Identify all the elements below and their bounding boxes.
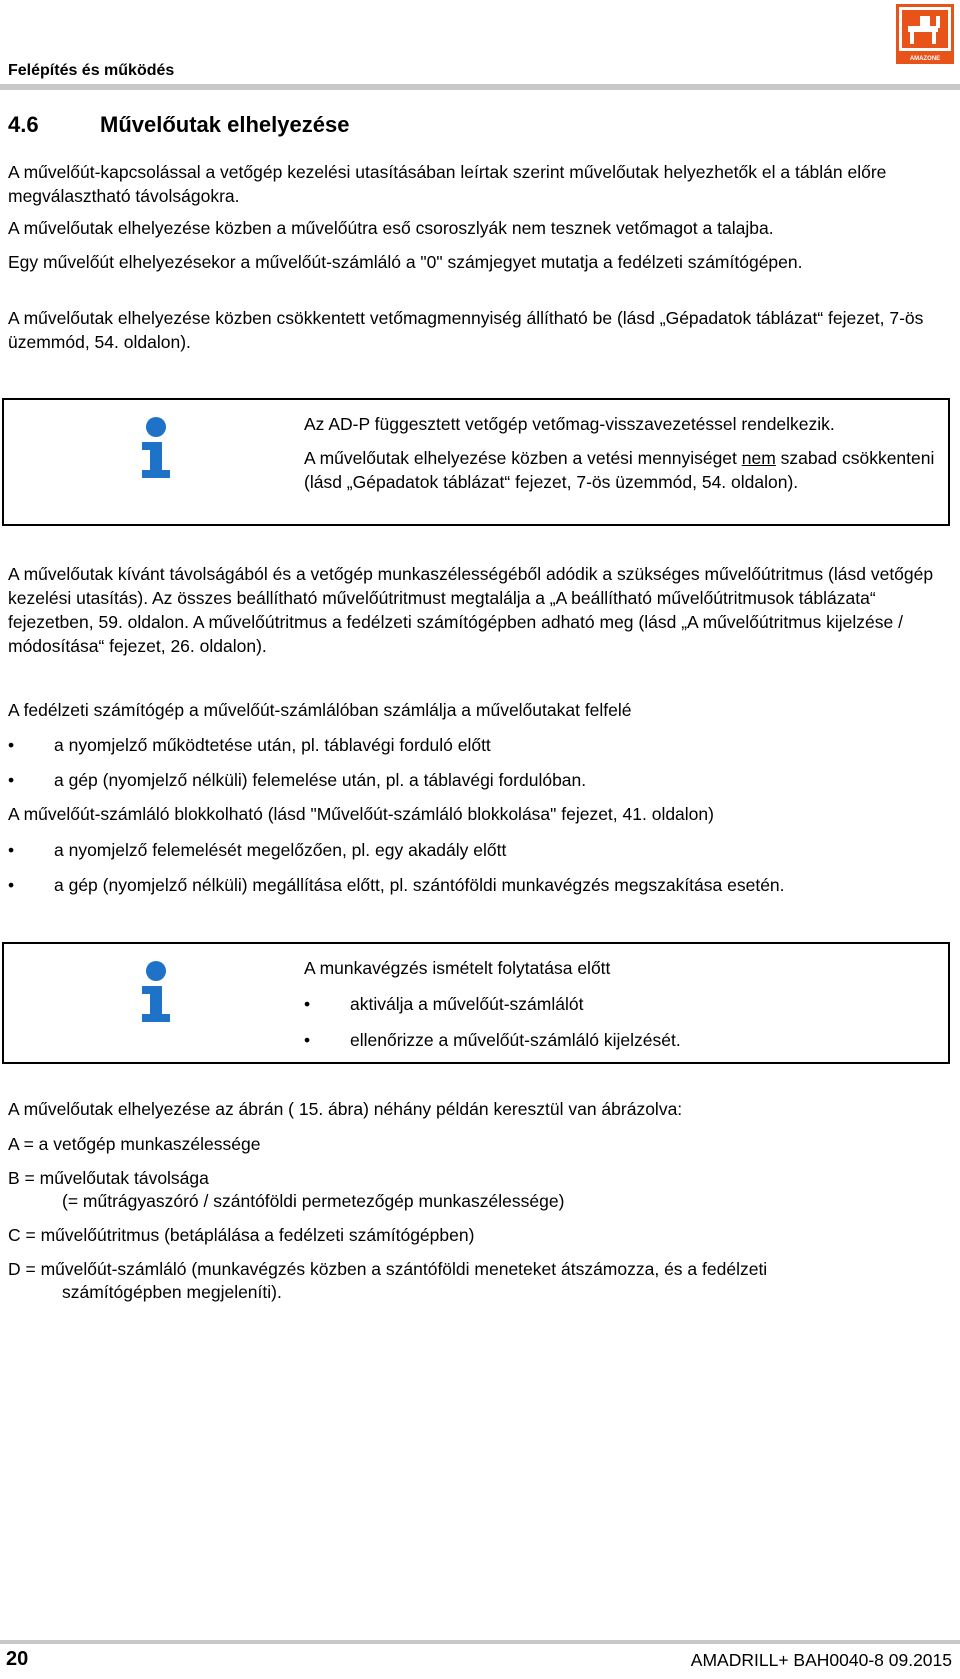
paragraph-7: A művelőút-számláló blokkolható (lásd "Művelőút-számláló blokkolása" fejezet, 41. oldalon)	[8, 804, 714, 824]
bullet-dot: •	[304, 1030, 311, 1050]
bullet-text: ellenőrizze a művelőút-számláló kijelzését.	[350, 1030, 681, 1050]
note-1-line-2	[304, 446, 944, 494]
note-1-emphasis: nem	[741, 448, 776, 468]
paragraph-4: A művelőutak elhelyezése közben csökkentett vetőmagmennyiség állítható be (lásd „Gépadatok táblázat“ fejezet, 7-ös üzemmód, 54. oldalon).	[8, 308, 924, 352]
note-2-intro: A munkavégzés ismételt folytatása előtt	[304, 958, 611, 978]
paragraph-2: A művelőutak elhelyezése közben a művelőútra eső csoroszlyák nem tesznek vetőmagot a talajba.	[8, 218, 774, 238]
section-title: Művelőutak elhelyezése	[100, 112, 350, 137]
info-icon	[138, 960, 174, 1024]
legend-intro: A művelőutak elhelyezése az ábrán ( 15. ábra) néhány példán keresztül van ábrázolva:	[8, 1099, 683, 1119]
legend-b-note: (= műtrágyaszóró / szántóföldi permetezőgép munkaszélessége)	[62, 1191, 565, 1211]
paragraph-1: A művelőút-kapcsolással a vetőgép kezelési utasításában leírtak szerint művelőutak helyezhetők el a táblán előre megválasztható távolságokra.	[8, 162, 887, 206]
legend-d: D = művelőút-számláló (munkavégzés közben a szántóföldi meneteket átszámozza, és a fedélzeti	[8, 1259, 768, 1279]
note-1-text-b: szabad csökkenteni (lásd „Gépadatok táblázat“ fejezet, 7-ös üzemmód, 54. oldalon).	[304, 448, 935, 492]
bullet-dot: •	[8, 840, 15, 860]
page-number: 20	[6, 1648, 29, 1670]
running-header: Felépítés és működés	[8, 62, 175, 79]
info-icon	[138, 416, 174, 480]
section-heading	[8, 112, 349, 138]
document-id: AMADRILL+ BAH0040-8 09.2015	[690, 1650, 952, 1670]
paragraph-6: A fedélzeti számítógép a művelőút-számlálóban számlálja a művelőutakat felfelé	[8, 700, 632, 720]
legend-d-continued: számítógépben megjeleníti).	[62, 1282, 282, 1302]
section-number: 4.6	[8, 112, 39, 137]
legend-a: A = a vetőgép munkaszélessége	[8, 1134, 261, 1154]
amazone-logo	[896, 4, 954, 64]
note-1-line-1: Az AD-P függesztett vetőgép vetőmag-visszavezetéssel rendelkezik.	[304, 414, 835, 434]
paragraph-5: A művelőutak kívánt távolságából és a vetőgép munkaszélességéből adódik a szükséges művelőútritmus (lásd vetőgép kezelési utasítás). Az összes beállítható művelőútritmust megtalálja a „A beállítható művelőútritmusok táblázata“ fejezetben, 59. oldalon. A művelőútritmus a fedélzeti számítógépben adható meg (lásd „A művelőútritmus kijelzése / módosítása“ fejezet, 26. oldalon).	[8, 564, 934, 656]
bullet-text: a gép (nyomjelző nélküli) megállítása előtt, pl. szántóföldi munkavégzés megszakítása esetén.	[54, 875, 785, 895]
bullet-text: a gép (nyomjelző nélküli) felemelése után, pl. a táblavégi fordulóban.	[54, 770, 587, 790]
info-note-box	[2, 398, 950, 526]
footer-rule	[0, 1640, 960, 1644]
logo-text: AMAZONE	[909, 56, 941, 62]
bullet-text: aktiválja a művelőút-számlálót	[350, 994, 584, 1014]
bullet-dot: •	[8, 770, 15, 790]
legend-c: C = művelőútritmus (betáplálása a fedélzeti számítógépben)	[8, 1225, 475, 1245]
bullet-text: a nyomjelző működtetése után, pl. táblavégi forduló előtt	[54, 735, 491, 755]
header-rule	[0, 84, 960, 90]
bullet-dot: •	[304, 994, 311, 1014]
note-1-text-a: A művelőutak elhelyezése közben a vetési mennyiséget	[304, 448, 742, 468]
bullet-dot: •	[8, 875, 15, 895]
legend-b: B = művelőutak távolsága	[8, 1168, 209, 1188]
paragraph-3: Egy művelőút elhelyezésekor a művelőút-számláló a "0" számjegyet mutatja a fedélzeti számítógépen.	[8, 252, 803, 272]
bullet-text: a nyomjelző felemelését megelőzően, pl. egy akadály előtt	[54, 840, 507, 860]
bullet-dot: •	[8, 735, 15, 755]
info-note-box	[2, 942, 950, 1064]
